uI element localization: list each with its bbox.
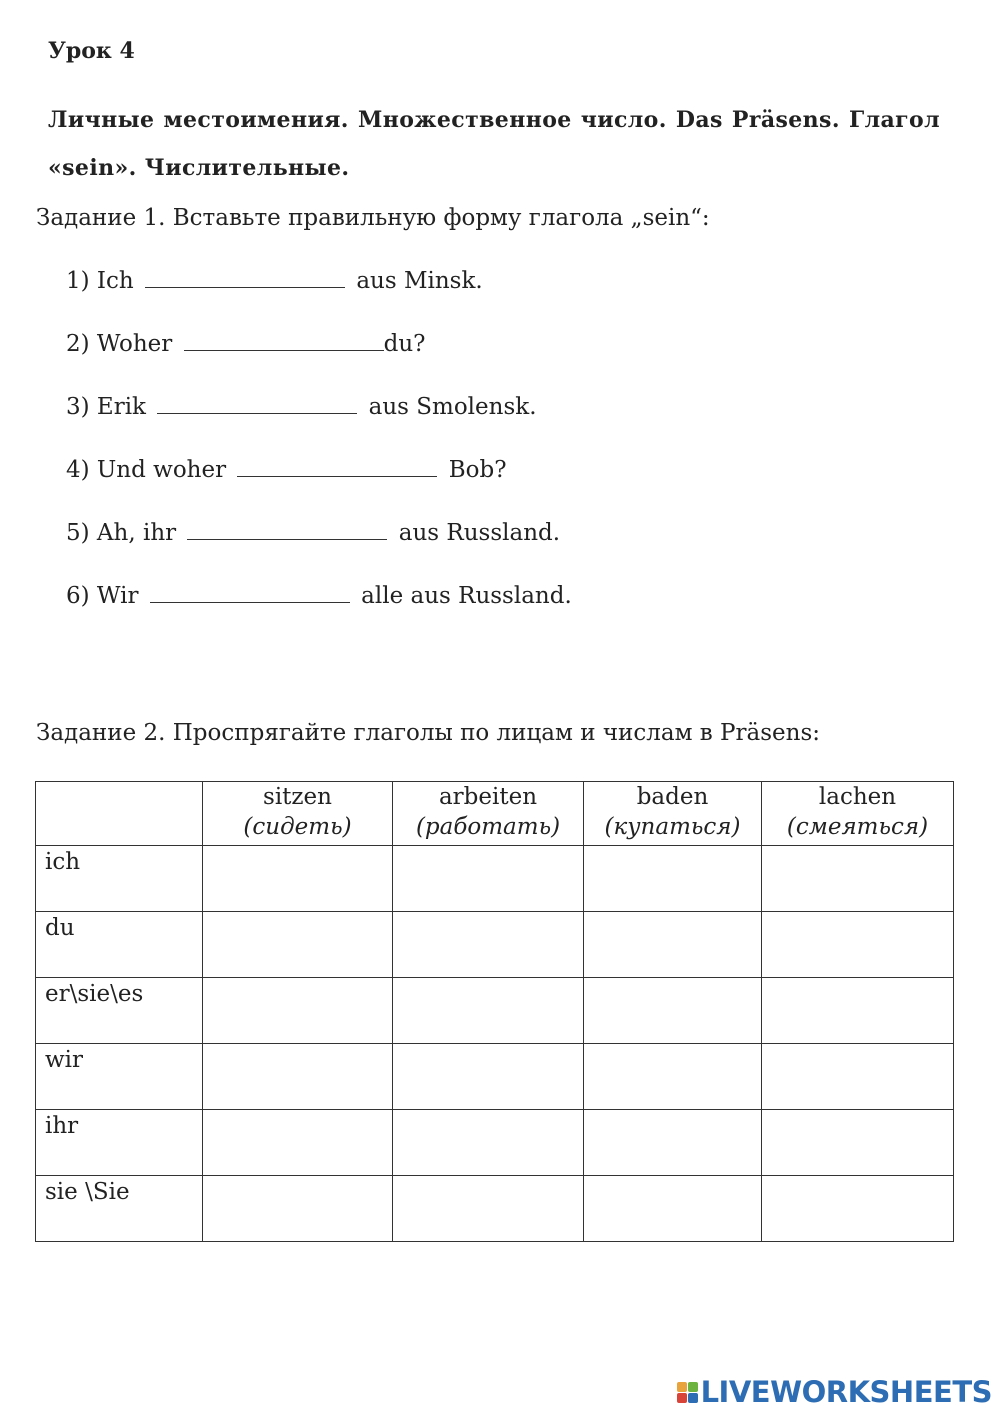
verb-translation: (купаться) xyxy=(604,814,741,840)
exercise-text-after: aus Russland. xyxy=(398,520,561,546)
exercise-item xyxy=(66,392,572,455)
answer-cell[interactable] xyxy=(393,912,584,978)
exercise-number: 6) xyxy=(66,583,90,609)
pronoun-cell: ich xyxy=(36,846,203,912)
answer-cell[interactable] xyxy=(203,978,393,1044)
answer-cell[interactable] xyxy=(203,1110,393,1176)
answer-cell[interactable] xyxy=(393,1176,584,1242)
logo-square xyxy=(688,1382,698,1392)
exercise-text-after: aus Minsk. xyxy=(356,268,483,294)
pronoun-cell: du xyxy=(36,912,203,978)
exercise-number: 1) xyxy=(66,268,90,294)
exercise-text-after: Bob? xyxy=(448,457,507,483)
exercise-text-after: du? xyxy=(383,331,426,357)
table-row xyxy=(36,1110,954,1176)
verb-column-header xyxy=(203,782,393,846)
exercise-text-before: Woher xyxy=(96,331,173,357)
answer-cell[interactable] xyxy=(762,1044,954,1110)
verb-translation: (сидеть) xyxy=(243,814,352,840)
task1-heading: Задание 1. Вставьте правильную форму глагола „sein“: xyxy=(36,205,710,231)
answer-cell[interactable] xyxy=(762,1110,954,1176)
verb-column-header xyxy=(393,782,584,846)
answer-blank[interactable] xyxy=(145,267,345,288)
task2-heading: Задание 2. Проспрягайте глаголы по лицам и числам в Präsens: xyxy=(36,720,820,746)
answer-cell[interactable] xyxy=(393,978,584,1044)
pronoun-cell: er\sie\es xyxy=(36,978,203,1044)
liveworksheets-watermark xyxy=(677,1375,992,1409)
task1-exercise-list xyxy=(66,266,572,644)
answer-cell[interactable] xyxy=(584,846,762,912)
answer-cell[interactable] xyxy=(584,1176,762,1242)
exercise-number: 4) xyxy=(66,457,90,483)
table-row xyxy=(36,1176,954,1242)
logo-square xyxy=(677,1393,687,1403)
exercise-number: 2) xyxy=(66,331,90,357)
answer-blank[interactable] xyxy=(187,519,387,540)
lesson-title: Урок 4 xyxy=(48,38,135,64)
table-header-row xyxy=(36,782,954,846)
answer-cell[interactable] xyxy=(203,846,393,912)
answer-cell[interactable] xyxy=(762,912,954,978)
brand-name: LIVEWORKSHEETS xyxy=(700,1375,992,1409)
verb-column-header xyxy=(584,782,762,846)
verb-name: sitzen xyxy=(263,784,332,810)
verb-translation: (работать) xyxy=(415,814,561,840)
table-row xyxy=(36,912,954,978)
logo-square xyxy=(688,1393,698,1403)
table-row xyxy=(36,846,954,912)
answer-cell[interactable] xyxy=(393,1110,584,1176)
exercise-text-before: Erik xyxy=(96,394,146,420)
answer-cell[interactable] xyxy=(584,1110,762,1176)
answer-cell[interactable] xyxy=(203,912,393,978)
pronoun-cell: wir xyxy=(36,1044,203,1110)
exercise-number: 3) xyxy=(66,394,90,420)
lesson-topic: Личные местоимения. Множественное число. Das Präsens. Глагол «sein». Числительные. xyxy=(48,107,940,181)
pronoun-cell: sie \Sie xyxy=(36,1176,203,1242)
verb-column-header xyxy=(762,782,954,846)
answer-cell[interactable] xyxy=(762,978,954,1044)
answer-blank[interactable] xyxy=(184,330,384,351)
exercise-text-before: Wir xyxy=(96,583,139,609)
exercise-text-after: aus Smolensk. xyxy=(368,394,537,420)
answer-cell[interactable] xyxy=(203,1176,393,1242)
answer-cell[interactable] xyxy=(762,1176,954,1242)
answer-cell[interactable] xyxy=(762,846,954,912)
answer-cell[interactable] xyxy=(584,912,762,978)
exercise-item xyxy=(66,455,572,518)
answer-blank[interactable] xyxy=(157,393,357,414)
verb-name: arbeiten xyxy=(438,784,538,810)
exercise-item xyxy=(66,266,572,329)
verb-translation: (смеяться) xyxy=(786,814,929,840)
liveworksheets-logo-icon xyxy=(677,1382,698,1403)
answer-cell[interactable] xyxy=(393,846,584,912)
exercise-text-before: Ich xyxy=(96,268,134,294)
verb-name: baden xyxy=(636,784,709,810)
answer-cell[interactable] xyxy=(203,1044,393,1110)
exercise-text-before: Und woher xyxy=(96,457,227,483)
exercise-item xyxy=(66,329,572,392)
conjugation-table xyxy=(35,781,954,1242)
exercise-item xyxy=(66,581,572,644)
pronoun-cell: ihr xyxy=(36,1110,203,1176)
answer-cell[interactable] xyxy=(584,1044,762,1110)
exercise-item xyxy=(66,518,572,581)
answer-cell[interactable] xyxy=(393,1044,584,1110)
table-row xyxy=(36,978,954,1044)
exercise-text-before: Ah, ihr xyxy=(96,520,177,546)
verb-name: lachen xyxy=(818,784,897,810)
answer-cell[interactable] xyxy=(584,978,762,1044)
table-row xyxy=(36,1044,954,1110)
exercise-number: 5) xyxy=(66,520,90,546)
exercise-text-after: alle aus Russland. xyxy=(361,583,572,609)
answer-blank[interactable] xyxy=(150,582,350,603)
table-corner-cell xyxy=(36,782,203,846)
logo-square xyxy=(677,1382,687,1392)
answer-blank[interactable] xyxy=(237,456,437,477)
